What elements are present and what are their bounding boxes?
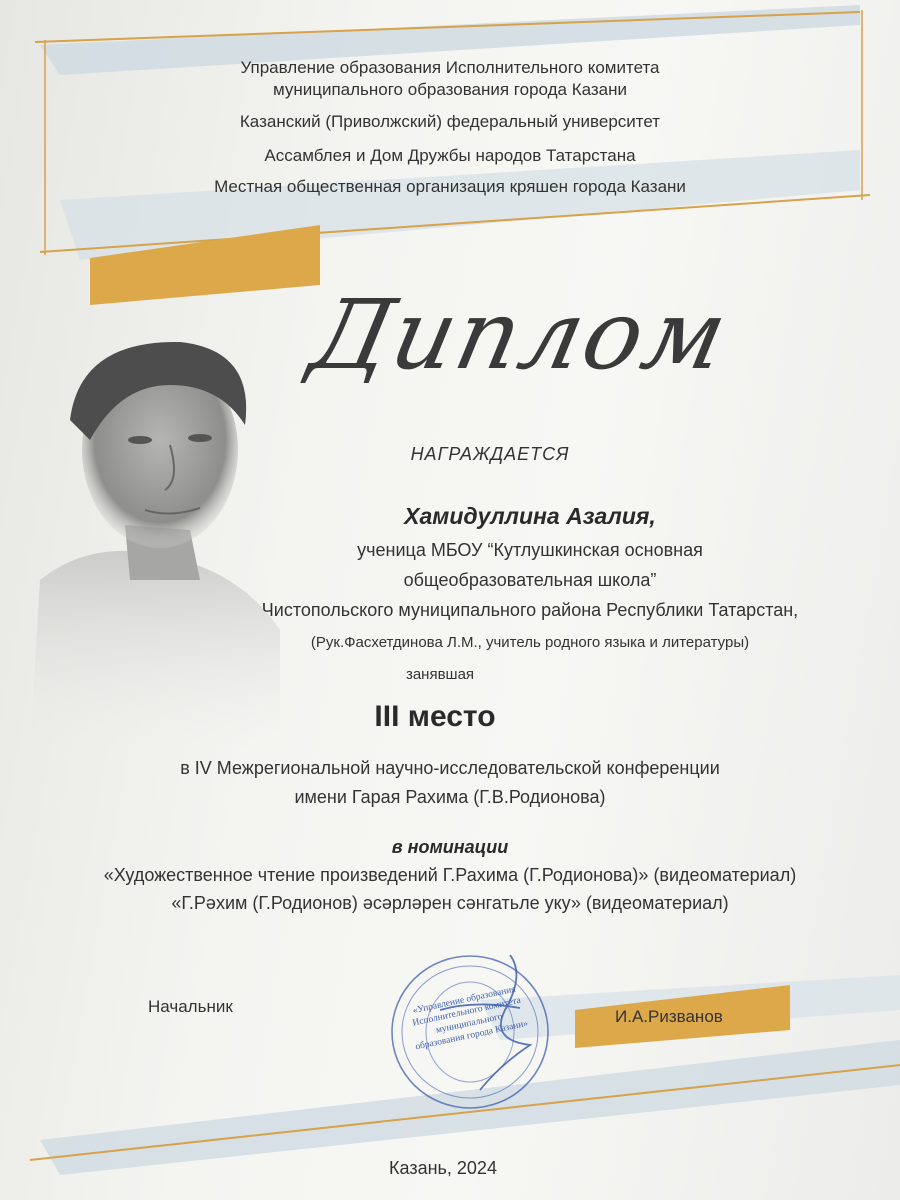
org-line-1: Управление образования Исполнительного комитета: [240, 58, 660, 77]
recipient-line-2: общеобразовательная школа”: [403, 570, 657, 590]
org-line-3: Казанский (Приволжский) федеральный университет: [239, 112, 661, 131]
stamp-text: «Управление образования Исполнительного комитета муниципального образования города Казани»: [411, 984, 529, 1053]
took-label: занявшая: [405, 666, 475, 683]
org-line-2: муниципального образования города Казани: [272, 80, 628, 99]
signature-position: Начальник: [148, 997, 233, 1016]
supervisor-line: (Рук.Фасхетдинова Л.М., учитель родного языка и литературы): [310, 634, 750, 651]
recipient-name: Хамидуллина Азалия,: [404, 503, 656, 529]
place-award: III место: [374, 700, 496, 733]
recipient-line-1: ученица МБОУ “Кутлушкинская основная: [357, 540, 703, 560]
signer-name: И.А.Ризванов: [615, 1007, 723, 1026]
org-line-5: Местная общественная организация кряшен города Казани: [214, 177, 686, 196]
nomination-line-2: «Г.Рәхим (Г.Родионов) әсәрләрен сәнгатьле уку» (видеоматериал): [171, 893, 729, 913]
nomination-label: в номинации: [391, 837, 509, 857]
place-date: Казань, 2024: [389, 1158, 497, 1178]
event-line-2: имени Гарая Рахима (Г.В.Родионова): [294, 787, 606, 807]
diploma-title: Диплом: [301, 279, 739, 391]
recipient-line-3: Чистопольского муниципального района Республики Татарстан,: [261, 600, 799, 620]
nomination-line-1: «Художественное чтение произведений Г.Рахима (Г.Родионова)» (видеоматериал): [103, 865, 797, 885]
event-line-1: в IV Межрегиональной научно-исследовательской конференции: [180, 758, 720, 778]
org-line-4: Ассамблея и Дом Дружбы народов Татарстана: [264, 146, 636, 165]
awarded-label: НАГРАЖДАЕТСЯ: [410, 444, 570, 464]
upper-blue-band: [60, 150, 860, 260]
